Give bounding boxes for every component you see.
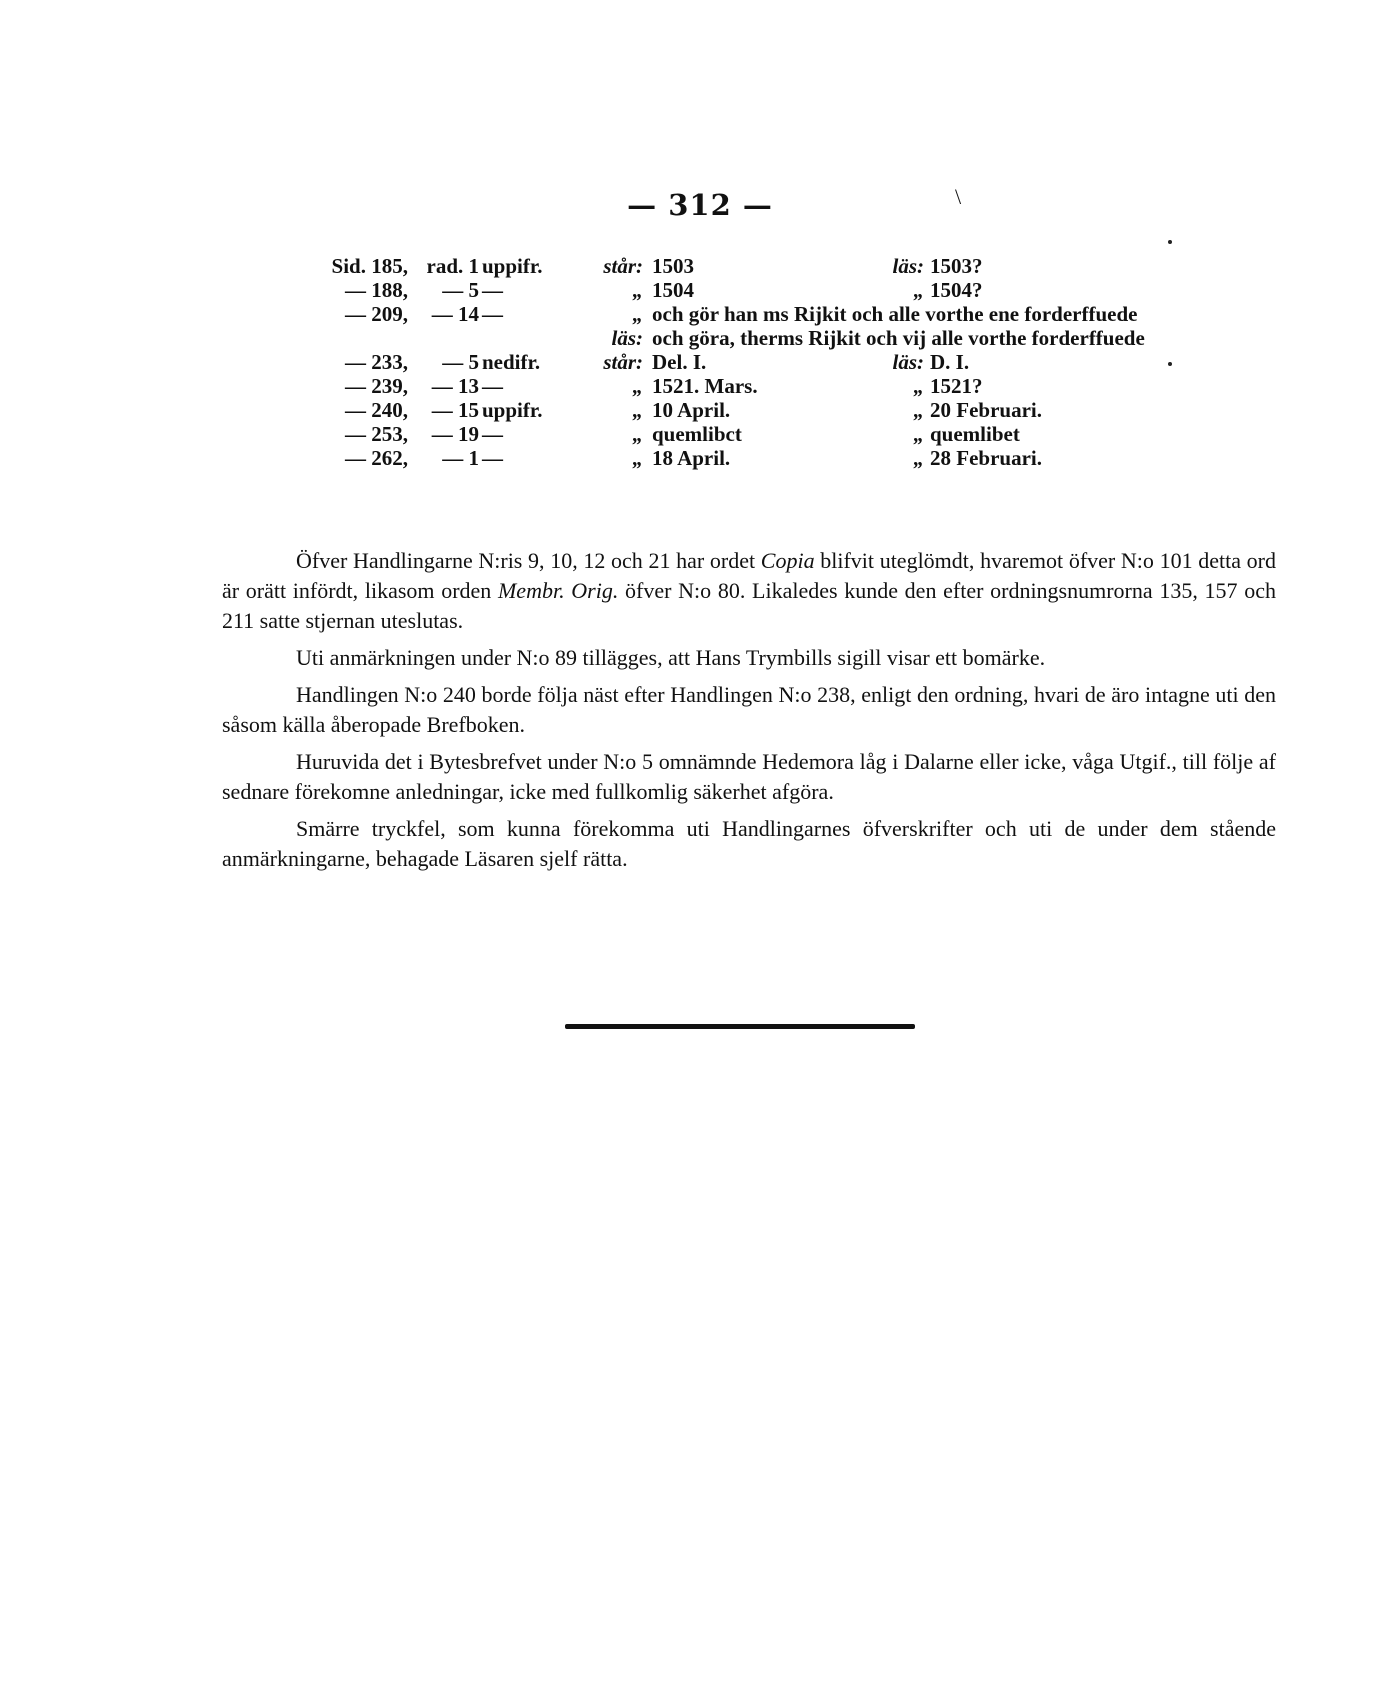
note-italic-term: Membr. Orig.: [497, 578, 619, 603]
note-paragraph: [222, 546, 1276, 636]
errata-row: [0, 398, 1400, 422]
errata-row: [0, 278, 1400, 302]
errata-row: [0, 374, 1400, 398]
errata-wrong-text: 18 April.: [652, 446, 731, 470]
errata-correct-text: D. I.: [930, 350, 970, 374]
errata-read-label: „: [913, 422, 924, 446]
errata-line: rad. 1: [426, 254, 479, 278]
note-paragraph: Handlingen N:o 240 borde följa näst efter Handlingen N:o 238, enligt den ordning, hvari de äro intagne uti den såsom källa åberopade Brefboken.: [222, 682, 1276, 737]
errata-page: Sid. 185,: [331, 254, 408, 278]
errata-row: [0, 254, 1400, 278]
errata-line: — 5: [442, 350, 479, 374]
errata-read-label: „: [913, 446, 924, 470]
errata-table: [0, 254, 1400, 470]
errata-page: — 262,: [345, 446, 408, 470]
errata-wrong-text: 1521. Mars.: [652, 374, 758, 398]
errata-stands-label: står:: [603, 350, 643, 374]
stray-ink-dot: [1168, 240, 1172, 244]
errata-read-label: „: [913, 398, 924, 422]
errata-stands-label: „: [632, 422, 643, 446]
errata-direction: —: [482, 374, 503, 398]
errata-page: — 239,: [345, 374, 408, 398]
errata-wrong-text: 10 April.: [652, 398, 731, 422]
errata-read-label: läs:: [892, 254, 924, 278]
errata-row: [0, 446, 1400, 470]
page-number: — 312 —: [627, 188, 773, 222]
errata-read-label: läs:: [611, 326, 643, 350]
errata-direction: —: [482, 422, 503, 446]
errata-line: — 15: [431, 398, 479, 422]
errata-wrong-text: quemlibct: [652, 422, 742, 446]
errata-stands-label: står:: [603, 254, 643, 278]
errata-read-label: „: [913, 278, 924, 302]
errata-stands-label: „: [632, 398, 643, 422]
errata-read-label: läs:: [892, 350, 924, 374]
errata-page: — 209,: [345, 302, 408, 326]
stray-ink-mark: \: [955, 184, 962, 209]
errata-correct-text: 1504?: [930, 278, 983, 302]
note-paragraph: Uti anmärkningen under N:o 89 tillägges, att Hans Trymbills sigill visar ett bomärke.: [296, 645, 1046, 670]
errata-wrong-text: 1504: [652, 278, 694, 302]
errata-direction: —: [482, 302, 503, 326]
end-rule-divider: [565, 1024, 915, 1029]
errata-correct-text: 20 Februari.: [930, 398, 1042, 422]
errata-stands-label: „: [632, 374, 643, 398]
errata-page: — 188,: [345, 278, 408, 302]
errata-stands-label: „: [632, 302, 643, 326]
errata-read-label: „: [913, 374, 924, 398]
errata-line: — 14: [431, 302, 479, 326]
errata-row: [0, 422, 1400, 446]
errata-direction: —: [482, 446, 503, 470]
errata-direction: uppifr.: [482, 398, 543, 422]
errata-line: — 19: [431, 422, 479, 446]
note-text: öfver N:o 80. Likaledes kunde den efter ordningsnumrorna 135, 157 och 211 satte stjernan uteslutas.: [222, 578, 1276, 633]
errata-stands-label: „: [632, 278, 643, 302]
errata-stands-label: „: [632, 446, 643, 470]
note-text: Öfver Handlingarne N:ris 9, 10, 12 och 21 har ordet: [296, 548, 761, 573]
note-paragraph: Huruvida det i Bytesbrefvet under N:o 5 omnämnde Hedemora låg i Dalarne eller icke, våga Utgif., till följe af sednare förekomne anledningar, icke med fullkomlig säkerhet afgöra.: [222, 749, 1276, 804]
errata-line: — 5: [442, 278, 479, 302]
errata-row: [0, 302, 1400, 326]
errata-line: — 1: [442, 446, 479, 470]
errata-line: — 13: [431, 374, 479, 398]
errata-direction: —: [482, 278, 503, 302]
errata-direction: nedifr.: [482, 350, 541, 374]
errata-correct-text: 28 Februari.: [930, 446, 1042, 470]
errata-correct-text: 1521?: [930, 374, 983, 398]
errata-row: [0, 326, 1400, 350]
notes-body: [222, 546, 1276, 881]
errata-correct-text: 1503?: [930, 254, 983, 278]
note-paragraph: Smärre tryckfel, som kunna förekomma uti Handlingarnes öfverskrifter och uti de under dem stående anmärkningarne, behagade Läsaren sjelf rätta.: [222, 816, 1276, 871]
errata-page: — 233,: [345, 350, 408, 374]
errata-wrong-text: och gör han ms Rijkit och alle vorthe ene forderffuede: [652, 302, 1138, 326]
note-text: blifvit uteglömdt, hvaremot öfver N:o 101 detta ord är orätt infördt, likasom orden: [222, 548, 1276, 603]
note-italic-term: Copia: [760, 548, 815, 573]
errata-direction: uppifr.: [482, 254, 543, 278]
errata-page: — 253,: [345, 422, 408, 446]
errata-wrong-text: Del. I.: [652, 350, 707, 374]
errata-correct-text: och göra, therms Rijkit och vij alle vorthe forderffuede: [652, 326, 1145, 350]
errata-row: [0, 350, 1400, 374]
errata-correct-text: quemlibet: [930, 422, 1020, 446]
errata-page: — 240,: [345, 398, 408, 422]
errata-wrong-text: 1503: [652, 254, 694, 278]
